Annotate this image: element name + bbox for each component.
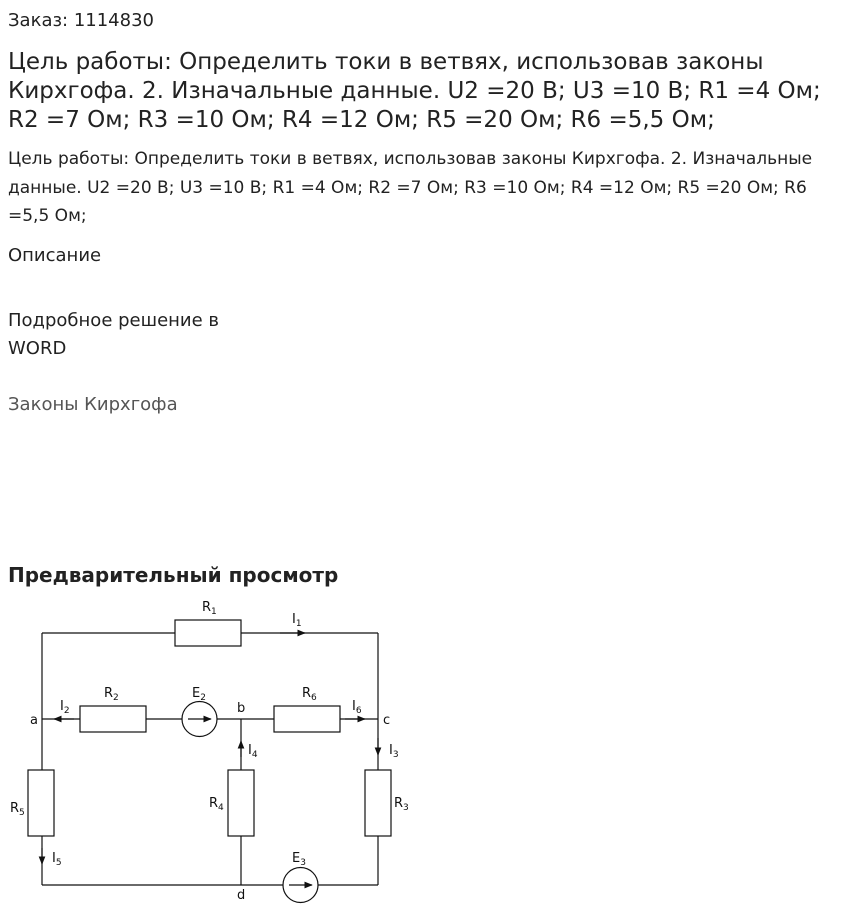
e2-label: $E_2$: [192, 686, 206, 703]
i1-label: $I_1$: [292, 612, 302, 629]
resistor-r4: [228, 770, 254, 836]
description-heading: Описание: [8, 245, 102, 266]
node-b-label: b: [237, 701, 246, 716]
node-c-label: c: [383, 713, 391, 728]
r6-label: $R_6$: [302, 686, 317, 703]
order-number: Заказ: 1114830: [8, 10, 154, 31]
r4-label: $R_4$: [209, 796, 224, 813]
page-title: Цель работы: Определить токи в ветвях, использовав законы Кирхгофа. 2. Изначальные данные. U2 =20 В; U3 =10 В; R1 =4 Ом; R2 =7 Ом; R3 =10 Ом; R4 =12 Ом; R5 =20 Ом; R6 =5,5 Ом;: [8, 49, 821, 133]
node-d-label: d: [237, 888, 246, 903]
i2-label: $I_2$: [60, 699, 70, 716]
resistor-r1: [175, 620, 241, 646]
i6-label: $I_6$: [352, 699, 362, 716]
resistor-r6: [274, 706, 340, 732]
description-text: Цель работы: Определить токи в ветвях, использовав законы Кирхгофа. 2. Изначальные данные. U2 =20 В; U3 =10 В; R1 =4 Ом; R2 =7 Ом; R3 =10 Ом; R4 =12 Ом; R5 =20 Ом; R6 =5,5 Ом;: [8, 149, 813, 226]
i3-label: $I_3$: [389, 743, 399, 760]
circuit-diagram: [0, 595, 430, 913]
tag-link-kirchhoff[interactable]: Законы Кирхгофа: [8, 394, 178, 415]
r5-label: $R_5$: [10, 801, 25, 818]
i4-label: $I_4$: [248, 743, 258, 760]
r2-label: $R_2$: [104, 686, 119, 703]
resistor-r3: [365, 770, 391, 836]
node-a-label: a: [30, 713, 38, 728]
resistor-r5: [28, 770, 54, 836]
r1-label: $R_1$: [202, 600, 217, 617]
solution-note: Подробное решение в WORD: [8, 310, 220, 359]
resistor-r2: [80, 706, 146, 732]
i5-label: $I_5$: [52, 851, 62, 868]
e3-label: $E_3$: [292, 851, 306, 868]
r3-label: $R_3$: [394, 796, 409, 813]
circuit-preview-image: [0, 595, 430, 913]
preview-heading: Предварительный просмотр: [8, 563, 339, 587]
